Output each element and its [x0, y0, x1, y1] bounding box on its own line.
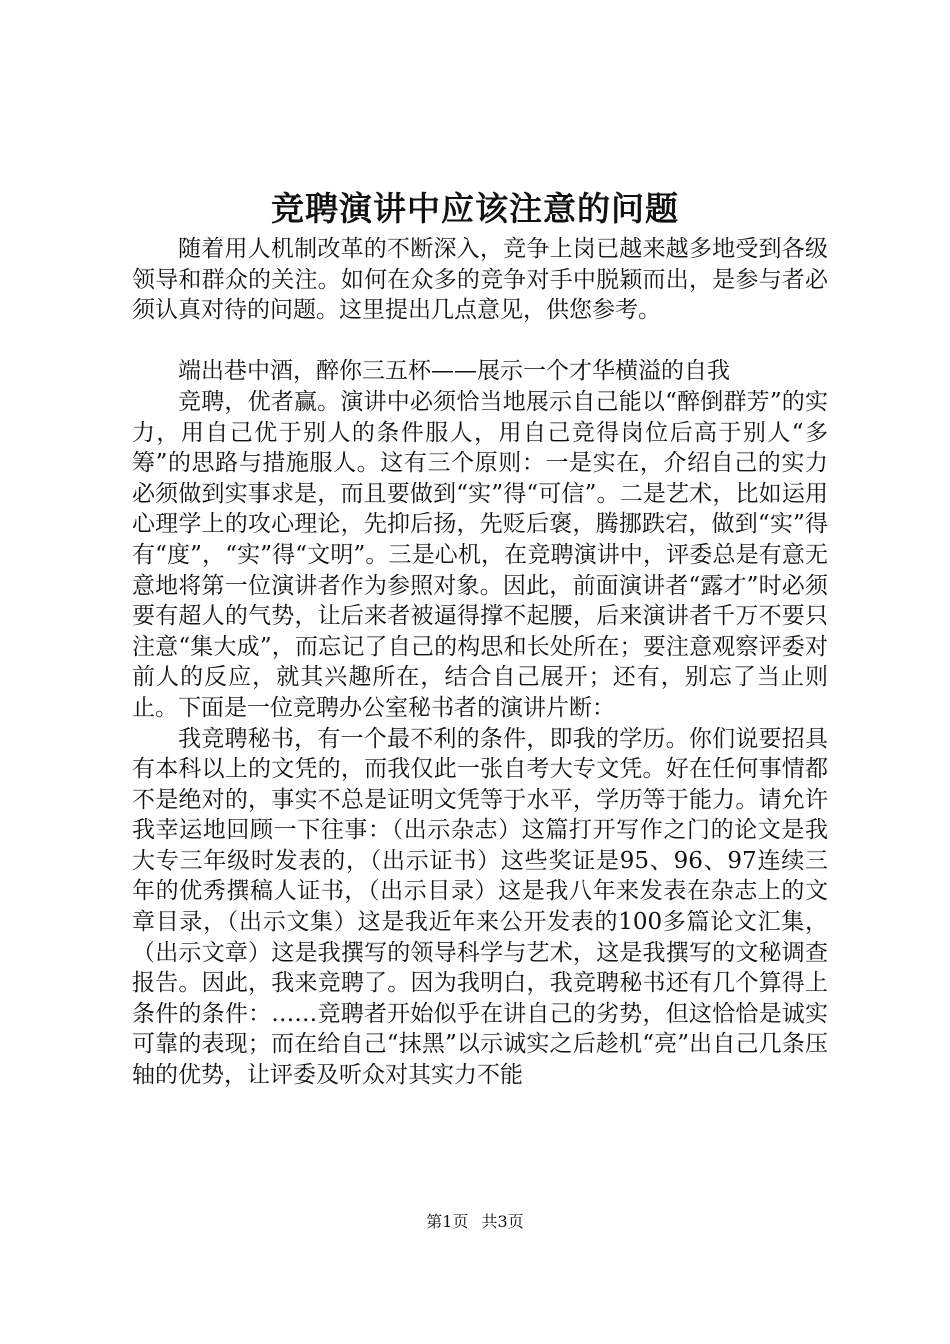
paragraph-speech-excerpt: 我竞聘秘书，有一个最不利的条件，即我的学历。你们说要招具有本科以上的文凭的，而我仅此一张自考大专文凭。好在任何事情都不是绝对的，事实不总是证明文凭等于水平，学历等于能力。请允许我幸运地回顾一下往事：（出示杂志）这篇打开写作之门的论文是我大专三年级时发表的，（出示证书）这些奖证是95、96、97连续三年的优秀撰稿人证书，（出示目录）这是我八年来发表在杂志上的文章目录，（出示文集）这是我近年来公开发表的100多篇论文汇集，（出示文章）这是我撰写的领导科学与艺术，这是我撰写的文秘调查报告。因此，我来竞聘了。因为我明白，我竞聘秘书还有几个算得上条件的条件：……竞聘者开始似乎在讲自己的劣势，但这恰恰是诚实可靠的表现；而在给自己“抹黑”以示诚实之后趁机“亮”出自己几条压轴的优势，让评委及听众对其实力不能 — [132, 725, 828, 1089]
paragraph-section-heading: 端出巷中酒，醉你三五杯——展示一个才华横溢的自我 — [178, 358, 730, 385]
page-total: 共3页 — [481, 1212, 524, 1231]
document-body — [132, 234, 828, 1091]
paragraph-spacer — [132, 326, 828, 357]
page-footer — [0, 1211, 950, 1233]
document-title: 竞聘演讲中应该注意的问题 — [271, 189, 679, 228]
paragraph-principles: 竞聘，优者赢。演讲中必须恰当地展示自己能以“醉倒群芳”的实力，用自己优于别人的条件服人，用自己竞得岗位后高于别人“多筹”的思路与措施服人。这有三个原则：一是实在，介绍自己的实力必须做到实事求是，而且要做到“实”得“可信”。二是艺术，比如运用心理学上的攻心理论，先抑后扬，先贬后褒，腾挪跌宕，做到“实”得有“度”，“实”得“文明”。三是心机，在竞聘演讲中，评委总是有意无意地将第一位演讲者作为参照对象。因此，前面演讲者“露才”时必须要有超人的气势，让后来者被逼得撑不起腰，后来演讲者千万不要只注意“集大成”，而忘记了自己的构思和长处所在；要注意观察评委对前人的反应，就其兴趣所在，结合自己展开；还有，别忘了当止则止。下面是一位竞聘办公室秘书者的演讲片断： — [132, 388, 828, 721]
paragraph-intro: 随着用人机制改革的不断深入，竞争上岗已越来越多地受到各级领导和群众的关注。如何在众多的竞争对手中脱颖而出，是参与者必须认真对待的问题。这里提出几点意见，供您参考。 — [132, 236, 828, 324]
page-number: 第1页 — [426, 1212, 469, 1231]
